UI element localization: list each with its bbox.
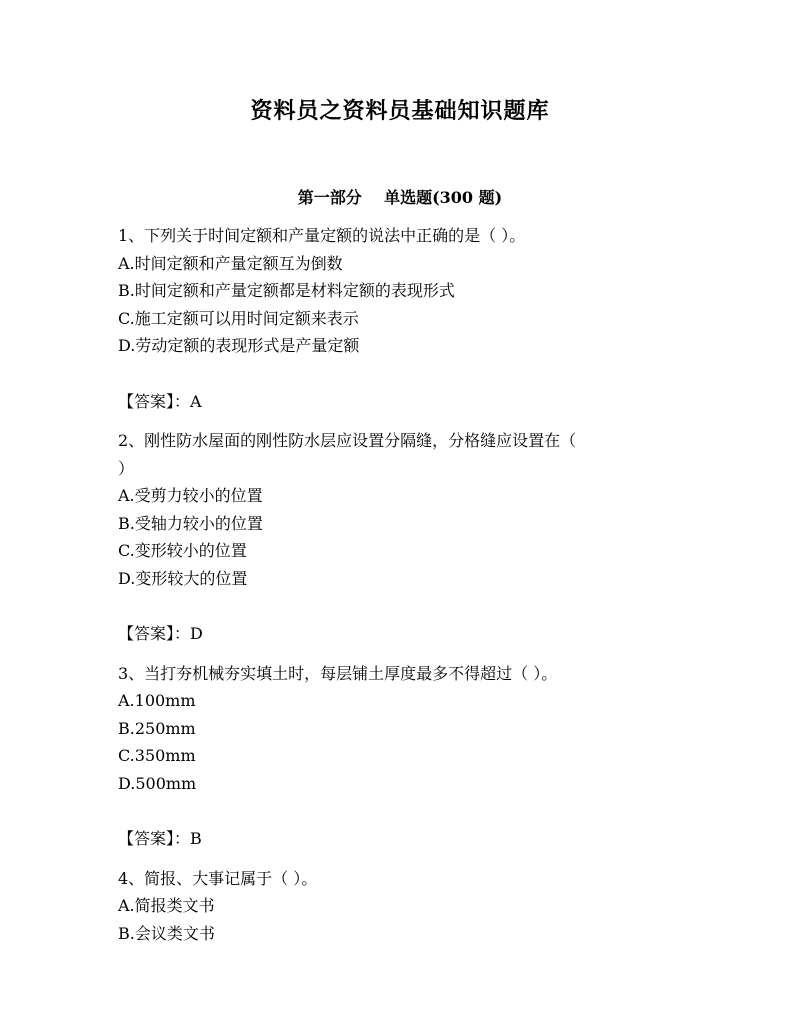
option-a: A.时间定额和产量定额互为倒数 — [118, 253, 343, 273]
question-stem: 2、刚性防水屋面的刚性防水层应设置分隔缝，分格缝应设置在（ — [118, 431, 577, 450]
question-stem: 3、当打夯机械夯实填土时，每层铺土厚度最多不得超过（ ）。 — [118, 663, 558, 683]
answer-label: 【答案】： — [118, 624, 191, 643]
answer-value: A — [190, 391, 202, 411]
question-3 — [118, 660, 658, 853]
question-1 — [118, 222, 658, 415]
question-list — [118, 222, 658, 947]
option-c: C.350mm — [118, 746, 196, 765]
option-b: B.受轴力较小的位置 — [118, 513, 263, 533]
answer-value: D — [190, 624, 203, 643]
question-stem-continued: ） — [118, 458, 135, 478]
option-c: C.施工定额可以用时间定额来表示 — [118, 308, 359, 328]
question-2 — [118, 427, 658, 648]
answer-label: 【答案】： — [118, 391, 191, 411]
option-b: B.会议类文书 — [118, 923, 215, 943]
question-stem: 4、简报、大事记属于（ ）。 — [118, 868, 318, 888]
question-stem: 1、下列关于时间定额和产量定额的说法中正确的是（ ）。 — [118, 226, 526, 245]
option-b: B.250mm — [118, 718, 196, 738]
option-a: A.100mm — [118, 691, 196, 710]
option-d: D.变形较大的位置 — [118, 568, 248, 588]
option-b: B.时间定额和产量定额都是材料定额的表现形式 — [118, 281, 455, 300]
answer-line — [118, 620, 658, 648]
answer-line — [118, 825, 658, 853]
document-title: 资料员之资料员基础知识题库 — [250, 98, 550, 124]
answer-label: 【答案】： — [118, 829, 191, 848]
option-a: A.受剪力较小的位置 — [118, 486, 263, 505]
question-4 — [118, 865, 658, 948]
answer-value: B — [190, 829, 202, 848]
option-a: A.简报类文书 — [118, 896, 215, 915]
option-c: C.变形较小的位置 — [118, 541, 247, 560]
option-d: D.500mm — [118, 773, 197, 793]
option-d: D.劳动定额的表现形式是产量定额 — [118, 336, 360, 355]
answer-line — [118, 388, 658, 416]
section-title: 第一部分 单选题(300 题) — [297, 188, 503, 207]
